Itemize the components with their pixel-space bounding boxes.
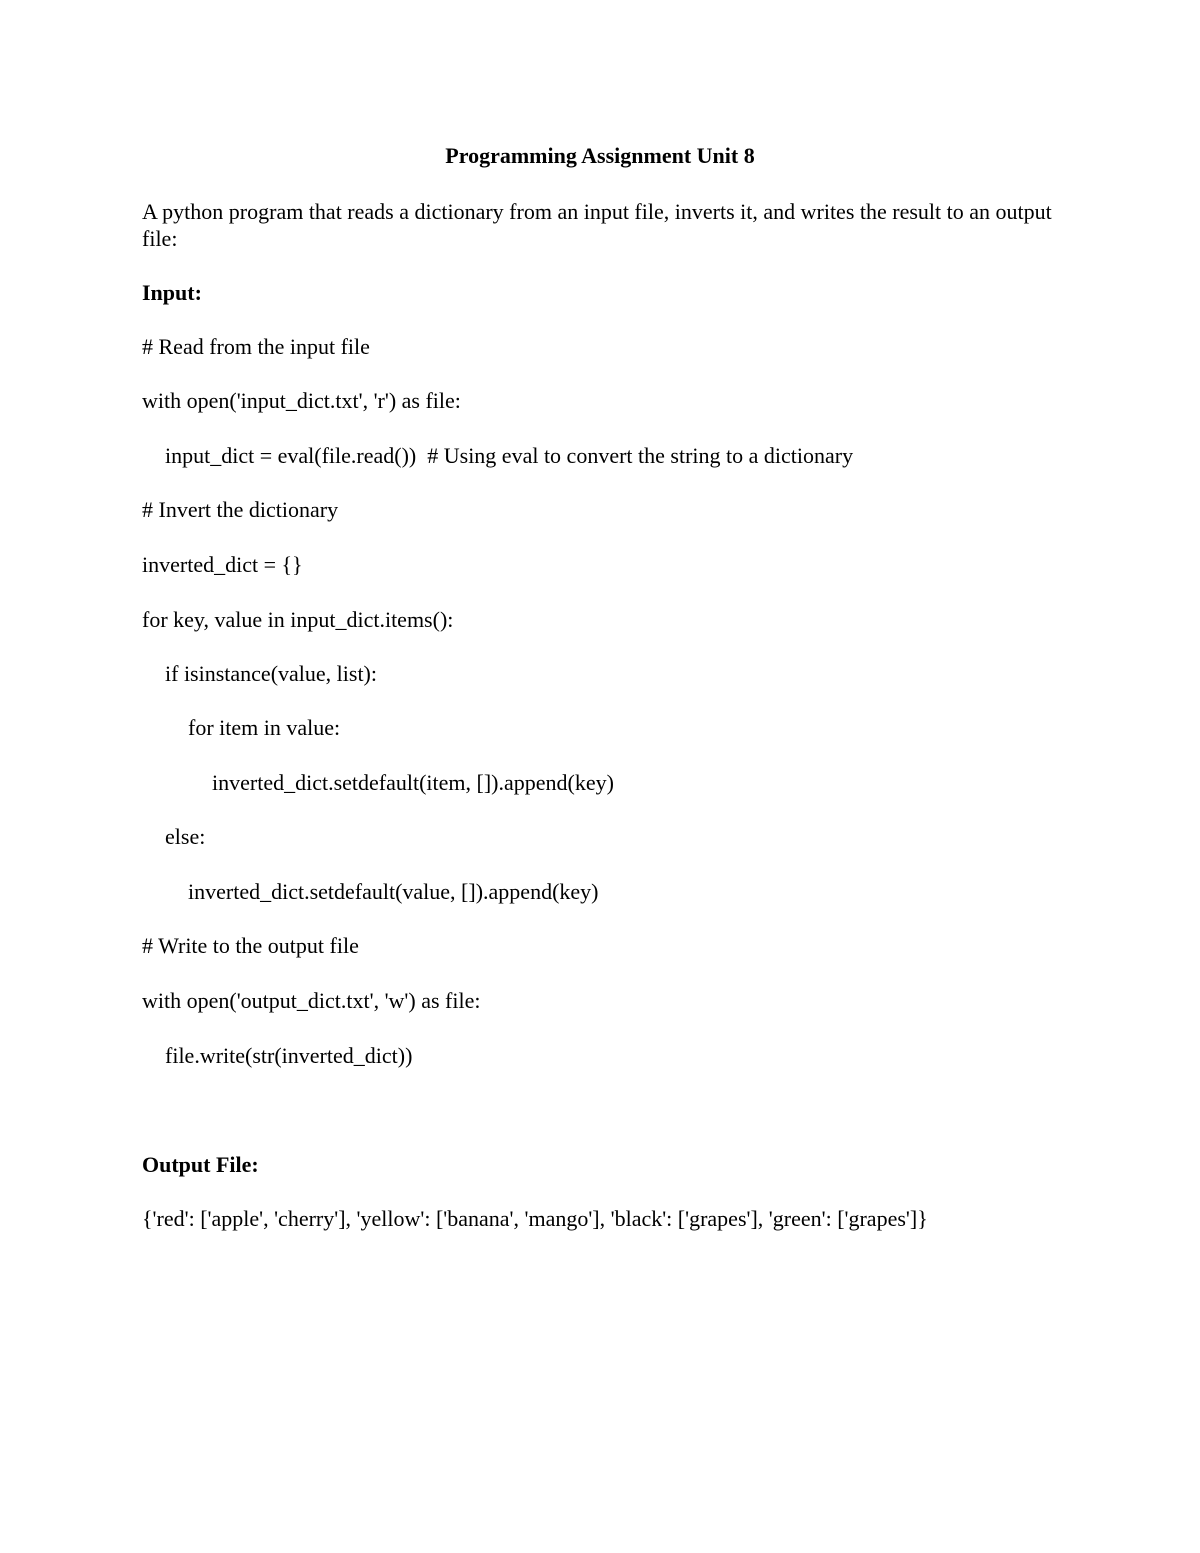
input-heading: Input: (142, 280, 202, 305)
code-line: if isinstance(value, list): (165, 661, 377, 686)
code-line: inverted_dict.setdefault(item, []).append(key) (212, 770, 614, 795)
output-value: {'red': ['apple', 'cherry'], 'yellow': ['banana', 'mango'], 'black': ['grapes'], 'green': ['grapes']} (142, 1206, 928, 1231)
code-line: for item in value: (188, 715, 341, 740)
code-line: # Read from the input file (142, 334, 370, 359)
code-line: input_dict = eval(file.read()) # Using eval to convert the string to a dictionary (165, 443, 854, 468)
code-line: # Write to the output file (142, 933, 359, 958)
code-line: for key, value in input_dict.items(): (142, 607, 454, 632)
document-title: Programming Assignment Unit 8 (445, 143, 755, 168)
code-line: # Invert the dictionary (142, 497, 339, 522)
output-heading: Output File: (142, 1152, 259, 1177)
code-line: inverted_dict = {} (142, 552, 303, 577)
intro-paragraph: A python program that reads a dictionary from an input file, inverts it, and writes the result to an output file: (142, 199, 1052, 251)
code-line: file.write(str(inverted_dict)) (165, 1043, 413, 1068)
code-line: else: (165, 824, 206, 849)
code-line: inverted_dict.setdefault(value, []).append(key) (188, 879, 599, 904)
code-line: with open('input_dict.txt', 'r') as file: (142, 388, 461, 413)
code-line: with open('output_dict.txt', 'w') as file: (142, 988, 481, 1013)
